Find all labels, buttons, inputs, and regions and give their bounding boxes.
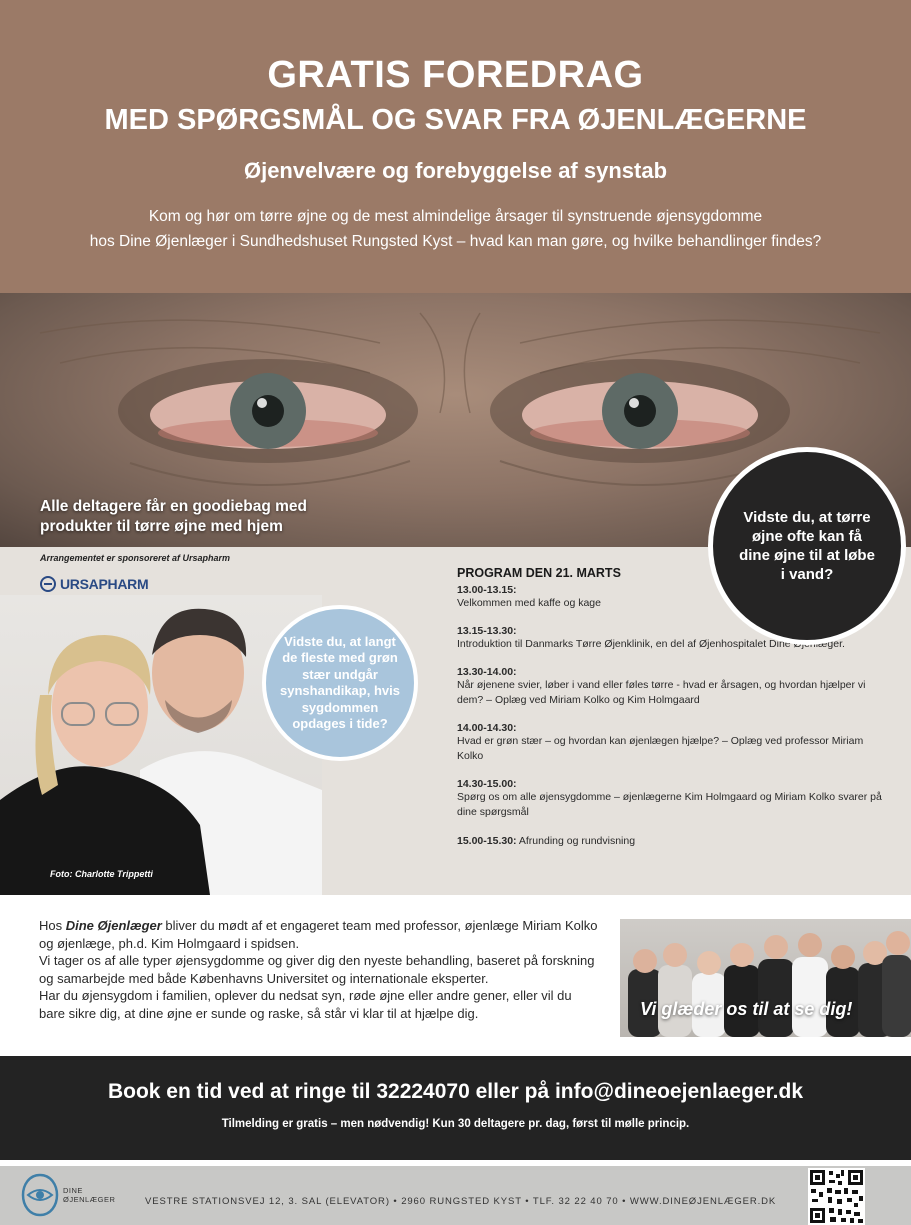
intro-line2: hos Dine Øjenlæger i Sundhedshuset Rungsted Kyst – hvad kan man gøre, og hvilke behandlinger findes? <box>89 233 822 250</box>
footer-address: VESTRE STATIONSVEJ 12, 3. SAL (ELEVATOR) • 2960 RUNGSTED KYST • TLF. 32 22 40 70 • WWW.DINEØJENLÆGER.DK <box>145 1196 777 1207</box>
team-text-pre: Hos <box>39 918 66 933</box>
program-slot <box>457 722 887 764</box>
team-description <box>39 917 599 1022</box>
brand-name: Dine Øjenlæger <box>65 918 162 933</box>
dry-eye-fact-text: Vidste du, at tørre øjne ofte kan få dine øjne til at løbe i vand? <box>739 509 875 583</box>
title-line2: MED SPØRGSMÅL OG SVAR FRA ØJENLÆGERNE <box>104 104 807 136</box>
ursapharm-icon <box>40 576 56 592</box>
footer-brand-line1: DINE <box>63 1186 83 1195</box>
program-slot-desc: Afrunding og rundvisning <box>518 835 636 847</box>
program-slot-time: 14.00-14.30: <box>457 722 517 734</box>
goodiebag-text: Alle deltagere får en goodiebag med produkter til tørre øjne med hjem <box>40 498 308 535</box>
dine-ojenlaeger-logo-icon <box>20 1172 60 1218</box>
program-slot-desc: Introduktion til Danmarks Tørre Øjenklinik, en del af Øjenhospitalet Dine Øjenlæger. <box>457 638 845 650</box>
qr-code[interactable] <box>808 1168 865 1225</box>
footer-brand-line2: ØJENLÆGER <box>63 1195 116 1204</box>
team-paragraph-2: Vi tager os af alle typer øjensygdomme og giver dig den nyeste behandling, baseret på forskning og samarbejde med både Københavns Universitet og internationale eksperter. <box>39 953 595 986</box>
intro-line1: Kom og hør om tørre øjne og de mest almindelige årsager til synstruende øjensygdomme <box>148 208 763 225</box>
ursapharm-logo <box>40 576 148 592</box>
program-slot-desc: Velkommen med kaffe og kage <box>457 597 601 609</box>
team-slogan: Vi glæder os til at se dig! <box>640 999 853 1019</box>
dry-eye-fact-bubble <box>708 447 906 645</box>
program-slot-desc: Hvad er grøn stær – og hvordan kan øjenlægen hjælpe? – Oplæg ved professor Miriam Kolko <box>457 735 864 762</box>
booking-text: Book en tid ved at ringe til 32224070 eller på info@dineoejenlaeger.dk <box>107 1080 804 1103</box>
program-slot-desc: Når øjenene svier, løber i vand eller føles tørre - hvad er årsagen, og hvordan hjælper vi dem? – Oplæg ved Miriam Kolko og Kim Holmgaard <box>457 679 866 706</box>
program-slot-desc: Spørg os om alle øjensygdomme – øjenlægerne Kim Holmgaard og Miriam Kolko svarer på dine spørgsmål <box>457 791 882 818</box>
footer-brand <box>63 1186 115 1204</box>
team-paragraph-1 <box>39 917 599 952</box>
program-slot-time: 13.15-13.30: <box>457 625 517 637</box>
glaucoma-fact-text: Vidste du, at langt de fleste med grøn stær undgår synshandikap, hvis sygdommen opdages i tide? <box>280 633 400 731</box>
subtitle: Øjenvelvære og forebyggelse af synstab <box>243 158 668 183</box>
glaucoma-fact-bubble <box>262 605 418 761</box>
signup-note: Tilmelding er gratis – men nødvendig! Kun 30 deltagere pr. dag, først til mølle princip. <box>221 1118 690 1130</box>
program-title: PROGRAM DEN 21. MARTS <box>457 566 621 580</box>
booking-bar <box>0 1056 911 1160</box>
title-line1: GRATIS FOREDRAG <box>267 54 644 96</box>
program-slot <box>457 666 887 708</box>
program-slot-time: 13.30-14.00: <box>457 666 517 678</box>
team-text-post: bliver du mødt af et engageret team med professor, øjenlæge Miriam Kolko og øjenlæge, ph.d. Kim Holmgaard i spidsen. <box>39 918 598 951</box>
program-slot-time: 13.00-13.15: <box>457 584 517 596</box>
program-slot <box>457 778 887 820</box>
program-slot-time: 15.00-15.30: <box>457 835 517 847</box>
sponsor-note: Arrangementet er sponsoreret af Ursapharm <box>40 553 231 563</box>
header-banner <box>0 0 911 293</box>
team-paragraph-3: Har du øjensygdom i familien, oplever du nedsat syn, røde øjne eller andre gener, eller vil du bare sikre dig, at dine øjne er sunde og raske, så står vi klar til at hjælpe dig. <box>39 988 572 1021</box>
program-slot <box>457 834 887 849</box>
qr-code-icon <box>808 1168 865 1225</box>
ursapharm-wordmark: URSAPHARM <box>60 576 149 592</box>
photo-credit: Foto: Charlotte Trippetti <box>50 869 153 879</box>
program-slot-time: 14.30-15.00: <box>457 778 517 790</box>
